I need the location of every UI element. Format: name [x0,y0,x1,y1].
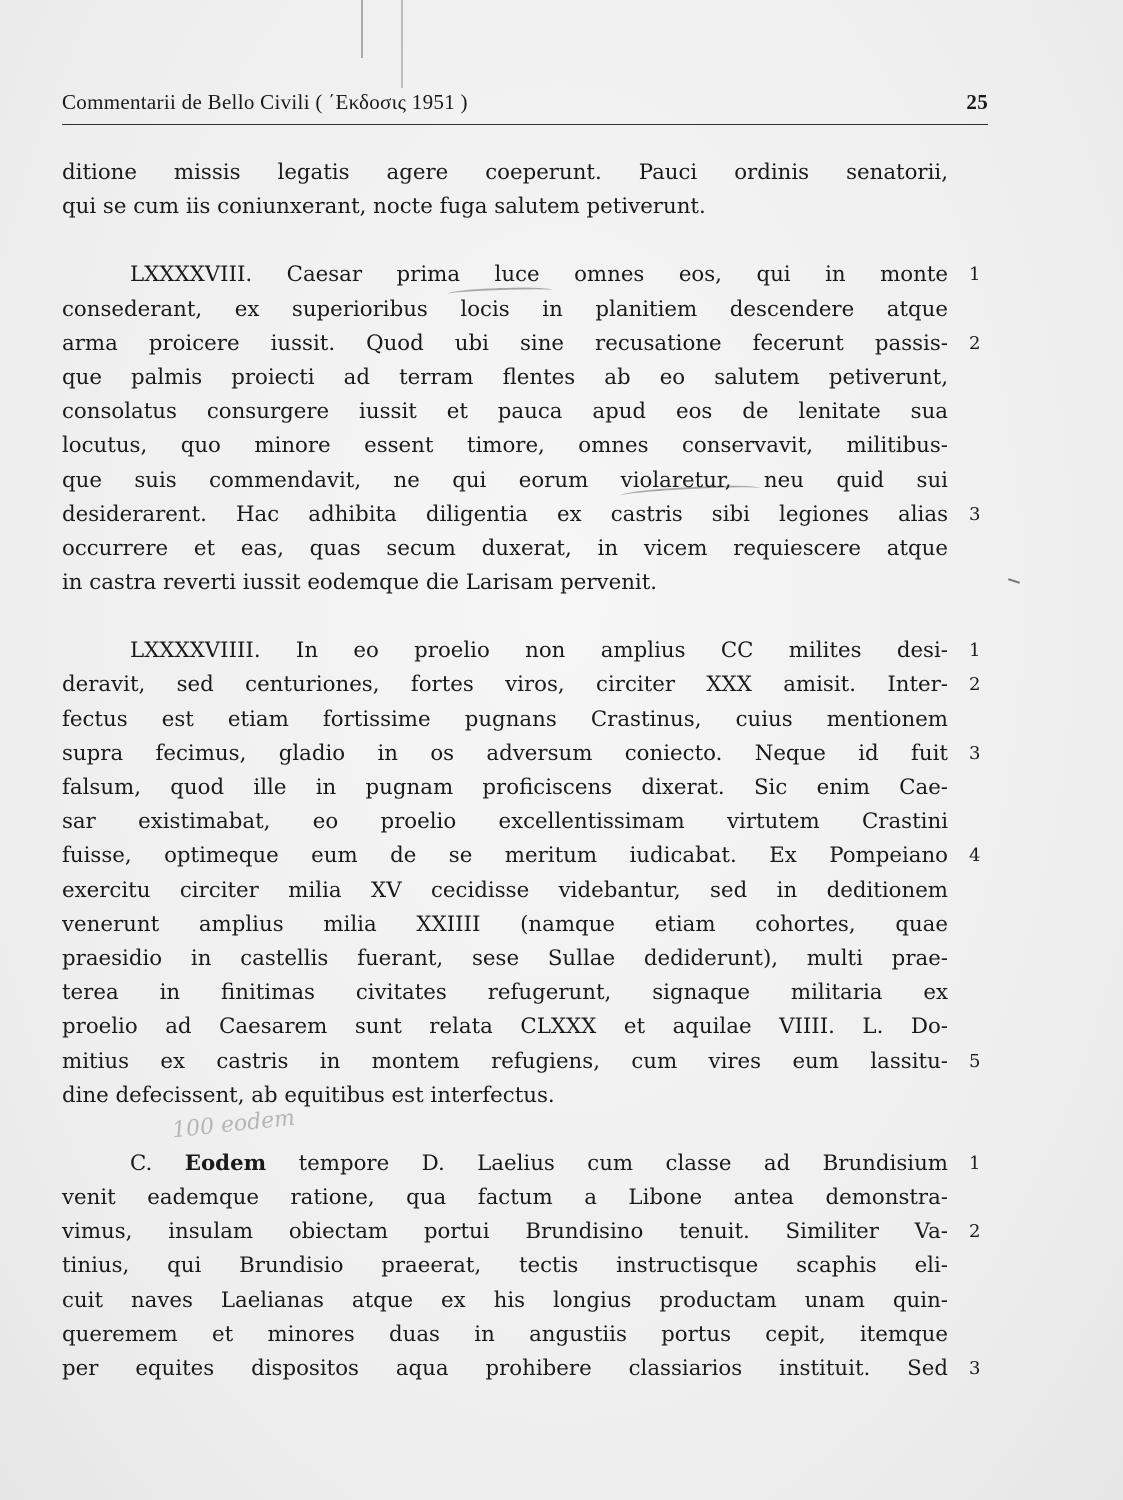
line-text: terea in finitimas civitates refugerunt, signaque militaria ex [62,980,948,1006]
line-text: consolatus consurgere iussit et pauca apud eos de lenitate sua [62,399,948,425]
page-number: 25 [966,90,988,114]
line-text: ditione missis legatis agere coeperunt. Pauci ordinis senatorii, [62,160,948,185]
section-number: 2 [969,332,981,354]
text-line [62,1249,948,1283]
section-number: 3 [969,742,981,764]
text-line [62,634,981,668]
paragraph-continuation [62,156,948,224]
text-line [62,908,948,942]
line-text: venit eademque ratione, qua factum a Libone antea demonstra- [62,1185,948,1211]
text-line [62,703,948,737]
line-text: cuit naves Laelianas atque ex his longius productam unam quin- [62,1287,948,1313]
text-line [62,771,948,805]
line-text: deravit, sed centuriones, fortes viros, circiter XXX amisit. Inter- [62,672,948,698]
text-line [62,429,948,463]
line-text: queremem et minores duas in angustiis portus cepit, itemque [62,1321,948,1347]
text-line [62,395,948,429]
section-number: 1 [969,640,981,662]
line-text: sar existimabat, eo proelio excellentissimam virtutem Crastini [62,809,948,835]
text-line [62,1079,948,1113]
text-line [62,1010,948,1044]
scan-artifact-line [361,0,363,58]
line-text: fectus est etiam fortissime pugnans Crastinus, cuius mentionem [62,706,948,732]
stray-pencil-mark [1008,578,1020,584]
line-text: occurrere et eas, quas secum duxerat, in vicem requiescere atque [62,535,948,561]
line-text: vimus, insulam obiectam portui Brundisino tenuit. Similiter Va- [62,1219,948,1245]
section-number: 1 [969,264,981,286]
section-number: 3 [969,1358,981,1379]
text-line [62,1318,948,1352]
scan-artifact-line [401,0,403,88]
line-text: LXXXXVIIII. In eo proelio non amplius CC milites desi- [130,638,948,664]
line-text: praesidio in castellis fuerant, sese Sullae dediderunt), multi prae- [62,945,948,971]
section-number: 1 [969,1152,981,1174]
line-text: que palmis proiecti ad terram flentes ab eo salutem petiverunt, [62,364,948,390]
text-line [62,1045,981,1079]
text-line [62,1181,948,1215]
chapter-numeral: C. [130,1150,153,1176]
line-text: supra fecimus, gladio in os adversum coniecto. Neque id fuit [62,740,948,766]
text-line [62,327,981,361]
section-number: 3 [969,503,981,525]
line-text: falsum, quod ille in pugnam proficiscens dixerat. Sic enim Cae- [62,775,948,800]
text-line [62,532,948,566]
text-line [62,1215,981,1249]
text-line [62,498,981,532]
section-number: 5 [969,1050,981,1072]
line-text: tempore D. Laelius cum classe ad Brundisium [298,1150,948,1176]
text-line [62,839,981,873]
text-line [62,805,948,839]
body-text [62,156,981,1386]
section-number: 2 [969,674,981,696]
line-text: exercitu circiter milia XV cecidisse videbantur, sed in deditionem [62,877,948,903]
text-line [62,190,948,224]
line-text: desiderarent. Hac adhibita diligentia ex castris sibi legiones alias [62,501,948,527]
handwritten-note: 100 eodem [171,1105,297,1144]
paragraph-chapter-98 [62,258,981,600]
header-rule [62,124,988,125]
line-text: tinius, qui Brundisio praeerat, tectis instructisque scaphis eli- [62,1253,948,1279]
running-header [62,86,988,118]
text-line [62,464,948,498]
line-text: dine defecissent, ab equitibus est interfectus. [62,1082,555,1108]
line-text: mitius ex castris in montem refugiens, cum vires eum lassitu- [62,1048,948,1074]
text-line [62,668,981,702]
line-text: in castra reverti iussit eodemque die Larisam pervenit. [62,570,658,596]
line-text: qui se cum iis coniunxerant, nocte fuga salutem petiverunt. [62,194,706,220]
text-line [62,1352,981,1386]
text-line [62,1147,981,1181]
line-text: per equites dispositos aqua prohibere classiarios instituit. Sed [62,1356,948,1381]
paragraph-chapter-100 [62,1147,981,1386]
text-line [62,874,948,908]
line-text: venerunt amplius milia XXIIII (namque etiam cohortes, quae [62,911,948,937]
section-number: 2 [969,1221,981,1243]
text-line [62,942,948,976]
bold-initial-word: Eodem [184,1150,267,1176]
text-line [62,293,948,327]
section-number: 4 [969,845,981,867]
line-text: locutus, quo minore essent timore, omnes conservavit, militibus- [62,433,948,459]
line-text: proelio ad Caesarem sunt relata CLXXX et aquilae VIIII. L. Do- [62,1014,948,1040]
text-line [62,361,948,395]
running-header-title: Commentarii de Bello Civili ( ΄Εκδοσις 1951 ) [62,90,468,114]
text-line [62,1284,948,1318]
text-line [62,258,981,292]
line-text: arma proicere iussit. Quod ubi sine recusatione fecerunt passis- [62,330,948,356]
line-text: LXXXXVIII. Caesar prima luce omnes eos, qui in monte [130,262,948,288]
line-text: consederant, ex superioribus locis in planitiem descendere atque [62,296,948,322]
text-line [62,737,981,771]
line-text: fuisse, optimeque eum de se meritum iudicabat. Ex Pompeiano [62,843,948,869]
text-line [62,156,948,190]
line-text: que suis commendavit, ne qui eorum violaretur, neu quid sui [62,467,948,493]
text-line [62,976,948,1010]
paragraph-chapter-99 [62,634,981,1113]
text-line [62,566,948,600]
